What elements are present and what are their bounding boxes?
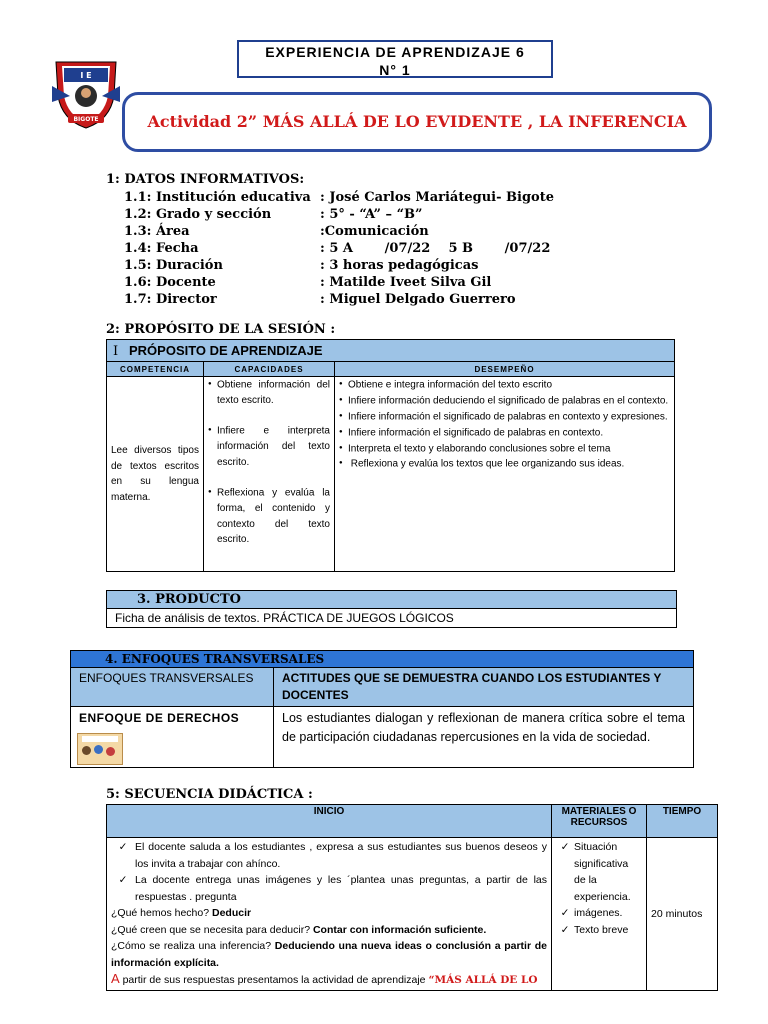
competencia-cell: Lee diversos tipos de textos escritos en su lengua materna. <box>107 377 204 572</box>
datos-list <box>124 189 554 308</box>
closing-cap: A <box>111 971 120 986</box>
question-line <box>111 922 547 939</box>
question-answer: Deduciendo una nueva ideas o conclusión a partir de información explícita. <box>111 940 548 969</box>
capacidad-item: ● Infiere e interpreta información del texto escrito. <box>208 423 330 470</box>
col-tiempo: TIEMPO <box>647 805 718 838</box>
check-icon: ✓ <box>118 841 128 853</box>
enfoques-col2: ACTITUDES QUE SE DEMUESTRA CUANDO LOS ESTUDIANTES Y DOCENTES <box>274 668 694 707</box>
closing-line <box>111 971 547 989</box>
enfoques-title: 4. ENFOQUES TRANSVERSALES <box>70 650 694 667</box>
datos-value: :Comunicación <box>320 224 429 239</box>
check-icon: ✓ <box>560 841 570 853</box>
col-materiales: MATERIALES O RECURSOS <box>552 805 647 838</box>
desempeno-item: ● Infiere información deduciendo el significado de palabras en el contexto. <box>339 393 670 409</box>
inicio-item <box>111 839 547 872</box>
desempeno-item: ● Reflexiona y evalúa los textos que lee organizando sus ideas. <box>339 456 670 472</box>
desempeno-cell <box>335 377 675 572</box>
datos-value: : José Carlos Mariátegui- Bigote <box>320 190 554 205</box>
datos-value: : 5 A /07/22 5 B /07/22 <box>320 241 551 256</box>
desempeno-item: ● Interpreta el texto y elaborando conclusiones sobre el tema <box>339 441 670 457</box>
producto-box <box>106 590 677 628</box>
col-inicio: INICIO <box>107 805 552 838</box>
datos-value: : Miguel Delgado Guerrero <box>320 292 516 307</box>
question-text: ¿Cómo se realiza una inferencia? <box>111 940 275 952</box>
datos-title: 1: DATOS INFORMATIVOS: <box>106 172 305 187</box>
tiempo-cell: 20 minutos <box>647 838 718 991</box>
datos-row <box>124 291 554 308</box>
inicio-item <box>111 872 547 905</box>
datos-label: 1.5: Duración <box>124 258 223 273</box>
material-text: Texto breve <box>574 923 629 936</box>
check-icon: ✓ <box>560 923 570 936</box>
proposito-title: 2: PROPÓSITO DE LA SESIÓN : <box>106 322 336 337</box>
datos-row <box>124 274 554 291</box>
material-text: imágenes. <box>574 907 623 919</box>
closing-text: partir de sus respuestas presentamos la actividad de aprendizaje <box>122 974 429 986</box>
datos-row <box>124 223 554 240</box>
question-line <box>111 938 547 971</box>
material-item <box>556 839 642 905</box>
capacidad-item: ● Obtiene información del texto escrito. <box>208 377 330 408</box>
materiales-cell <box>552 838 647 991</box>
datos-label: 1.4: Fecha <box>124 241 199 256</box>
datos-value: : 5° - “A” – “B” <box>320 207 423 222</box>
logo-letters: I E <box>80 71 92 80</box>
question-text: ¿Qué hemos hecho? <box>111 907 212 919</box>
producto-title: 3. PRODUCTO <box>107 591 676 608</box>
activity-title: Actividad 2” MÁS ALLÁ DE LO EVIDENTE , LA INFERENCIA <box>147 112 687 131</box>
question-text: ¿Qué creen que se necesita para deducir? <box>111 923 313 936</box>
proposito-table-numeral: I <box>113 343 119 359</box>
material-item <box>556 922 642 939</box>
producto-body: Ficha de análisis de textos. PRÁCTICA DE JUEGOS LÓGICOS <box>107 608 676 627</box>
inicio-item-text: La docente entrega unas imágenes y les ´plantea unas preguntas, a partir de las respuestas . pregunta <box>135 874 547 903</box>
question-answer: Deducir <box>211 907 252 919</box>
secuencia-table <box>106 804 718 991</box>
datos-label: 1.6: Docente <box>124 275 216 290</box>
enfoques-col1: ENFOQUES TRANSVERSALES <box>71 668 274 707</box>
material-text: Situación significativa de la experiencia. <box>574 841 631 903</box>
col-capacidades: CAPACIDADES <box>204 362 335 377</box>
check-icon: ✓ <box>560 907 570 919</box>
col-desempeno: DESEMPEÑO <box>335 362 675 377</box>
check-icon: ✓ <box>118 874 128 886</box>
enfoques-table <box>70 667 694 768</box>
datos-label: 1.7: Director <box>124 292 217 307</box>
proposito-table <box>106 339 675 572</box>
datos-row <box>124 257 554 274</box>
experience-title <box>237 40 553 78</box>
school-logo <box>48 56 124 132</box>
col-competencia: COMPETENCIA <box>107 362 204 377</box>
datos-row <box>124 240 554 257</box>
question-line <box>111 905 547 922</box>
proposito-table-title-text: PRÓPOSITO DE APRENDIZAJE <box>128 342 323 358</box>
datos-value: : 3 horas pedagógicas <box>320 258 479 273</box>
experience-title-line1: EXPERIENCIA DE APRENDIZAJE 6 <box>265 44 525 60</box>
experience-title-line2: N° 1 <box>379 62 411 78</box>
proposito-table-title <box>107 340 675 362</box>
secuencia-title: 5: SECUENCIA DIDÁCTICA : <box>106 787 313 802</box>
datos-label: 1.3: Área <box>124 224 190 239</box>
datos-row <box>124 206 554 223</box>
desempeno-item: ● Infiere información el significado de palabras en contexto. <box>339 425 670 441</box>
inicio-item-text: El docente saluda a los estudiantes , expresa a sus estudiantes sus buenos deseos y los invita a trabajar con ahínco. <box>135 841 547 870</box>
enfoque-cell <box>71 707 274 768</box>
desempeno-item: ● Obtiene e integra información del texto escrito <box>339 377 670 393</box>
enfoques-box <box>70 650 694 768</box>
datos-value: : Matilde Iveet Silva Gil <box>320 275 492 290</box>
material-item <box>556 905 642 922</box>
capacidades-cell <box>204 377 335 572</box>
logo-banner: BIGOTE <box>73 116 99 123</box>
datos-label: 1.1: Institución educativa <box>124 190 311 205</box>
children-illustration <box>77 733 123 765</box>
question-answer: Contar con información suficiente. <box>312 923 487 936</box>
actitud-cell: Los estudiantes dialogan y reflexionan de manera crítica sobre el tema de participación ciudadanas repercusiones en la vida de sociedad. <box>274 707 694 768</box>
closing-red: “MÁS ALLÁ DE LO <box>428 974 538 986</box>
inicio-cell <box>107 838 552 991</box>
datos-label: 1.2: Grado y sección <box>124 207 272 222</box>
capacidad-item: ● Reflexiona y evalúa la forma, el contenido y contexto del texto escrito. <box>208 485 330 547</box>
desempeno-item: ● Infiere información el significado de palabras en contexto y expresiones. <box>339 409 670 425</box>
enfoque-name: ENFOQUE DE DERECHOS <box>79 711 240 725</box>
datos-row <box>124 189 554 206</box>
